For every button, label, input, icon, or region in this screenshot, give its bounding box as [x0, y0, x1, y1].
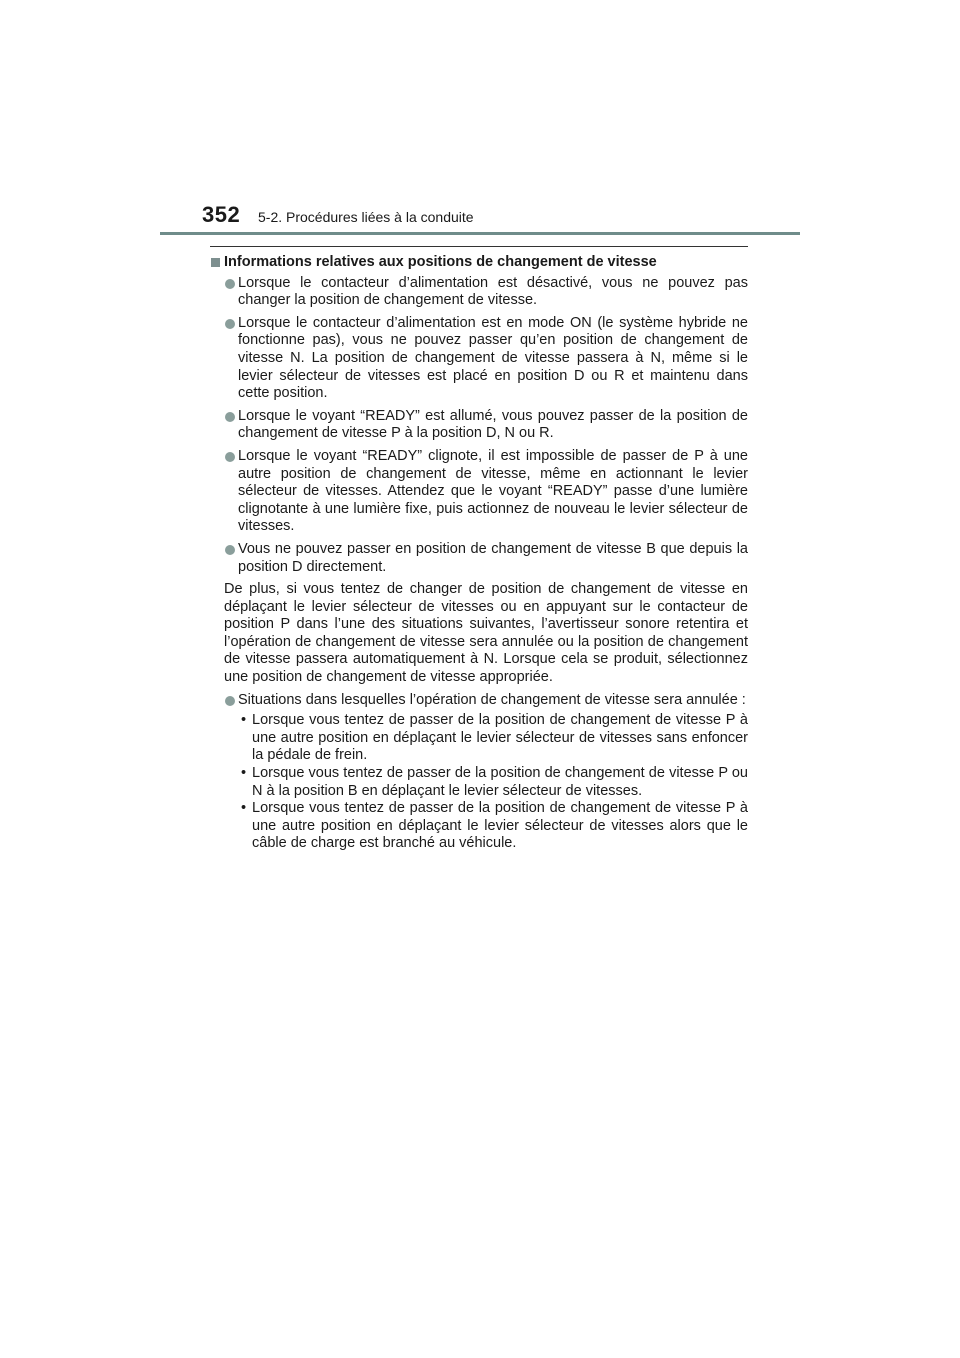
bullet-item [210, 692, 748, 710]
content-body [210, 254, 748, 853]
sub-list-item [210, 712, 748, 765]
section-heading [210, 254, 748, 272]
circle-bullet-icon [225, 545, 235, 555]
circle-bullet-icon [225, 452, 235, 462]
sub-list-item [210, 765, 748, 800]
sub-item-text: Lorsque vous tentez de passer de la position de changement de vitesse P à une autre position en déplaçant le levier sélecteur de vitesses alors que le câble de charge est branché au véhicule. [252, 800, 748, 852]
circle-bullet-icon [225, 319, 235, 329]
dot-bullet-icon: • [241, 765, 247, 782]
bullet-text: Lorsque le voyant “READY” est allumé, vous pouvez passer de la position de changement de vitesse P à la position D, N ou R. [238, 407, 748, 442]
header-rule [160, 232, 800, 235]
content-rule [210, 246, 748, 247]
bullet-item [210, 448, 748, 536]
bullet-item [210, 408, 748, 443]
bullet-text: Vous ne pouvez passer en position de changement de vitesse B que depuis la position D directement. [238, 540, 748, 575]
bullet-item [210, 315, 748, 403]
sub-item-text: Lorsque vous tentez de passer de la position de changement de vitesse P ou N à la position B en déplaçant le levier sélecteur de vitesses. [252, 765, 748, 799]
section-heading-text: Informations relatives aux positions de changement de vitesse [224, 254, 657, 270]
page-header [202, 200, 802, 230]
circle-bullet-icon [225, 412, 235, 422]
bullet-text: Lorsque le voyant “READY” clignote, il est impossible de passer de P à une autre position de changement de vitesse, même en actionnant le levier sélecteur de vitesses. Attendez que le voyant “READY” passe d’une lumière clignotante à une lumière fixe, puis actionnez de nouveau le levier sélecteur de vitesses. [238, 447, 748, 535]
page-number: 352 [202, 202, 241, 227]
circle-bullet-icon [225, 279, 235, 289]
bullet-item [210, 541, 748, 576]
circle-bullet-icon [225, 696, 235, 706]
body-paragraph: De plus, si vous tentez de changer de position de changement de vitesse en déplaçant le levier sélecteur de vitesses ou en appuyant sur le contacteur de position P dans l’une des situations suivantes, l’avertisseur sonore retentira et l’opération de changement de vitesse sera annulée ou la position de changement de vitesse passera automatiquement à N. Lorsque cela se produit, sélectionnez une position de changement de vitesse appropriée. [224, 581, 748, 686]
dot-bullet-icon: • [241, 800, 247, 817]
bullet-text: Lorsque le contacteur d’alimentation est en mode ON (le système hybride ne fonctionne pas), vous ne pouvez passer qu’en position de changement de vitesse N. La position de changement de vitesse passera à N, même si le levier sélecteur de vitesses est placé en position D ou R et maintenu dans cette position. [238, 314, 748, 402]
dot-bullet-icon: • [241, 712, 247, 729]
square-bullet-icon [211, 258, 220, 267]
bullet-item [210, 275, 748, 310]
bullet-text: Situations dans lesquelles l’opération de changement de vitesse sera annulée : [238, 691, 746, 708]
section-title: 5-2. Procédures liées à la conduite [258, 209, 474, 225]
bullet-text: Lorsque le contacteur d’alimentation est désactivé, vous ne pouvez pas changer la position de changement de vitesse. [238, 274, 748, 309]
sub-item-text: Lorsque vous tentez de passer de la position de changement de vitesse P à une autre position en déplaçant le levier sélecteur de vitesses sans enfoncer la pédale de frein. [252, 712, 748, 764]
sub-list-item [210, 800, 748, 853]
